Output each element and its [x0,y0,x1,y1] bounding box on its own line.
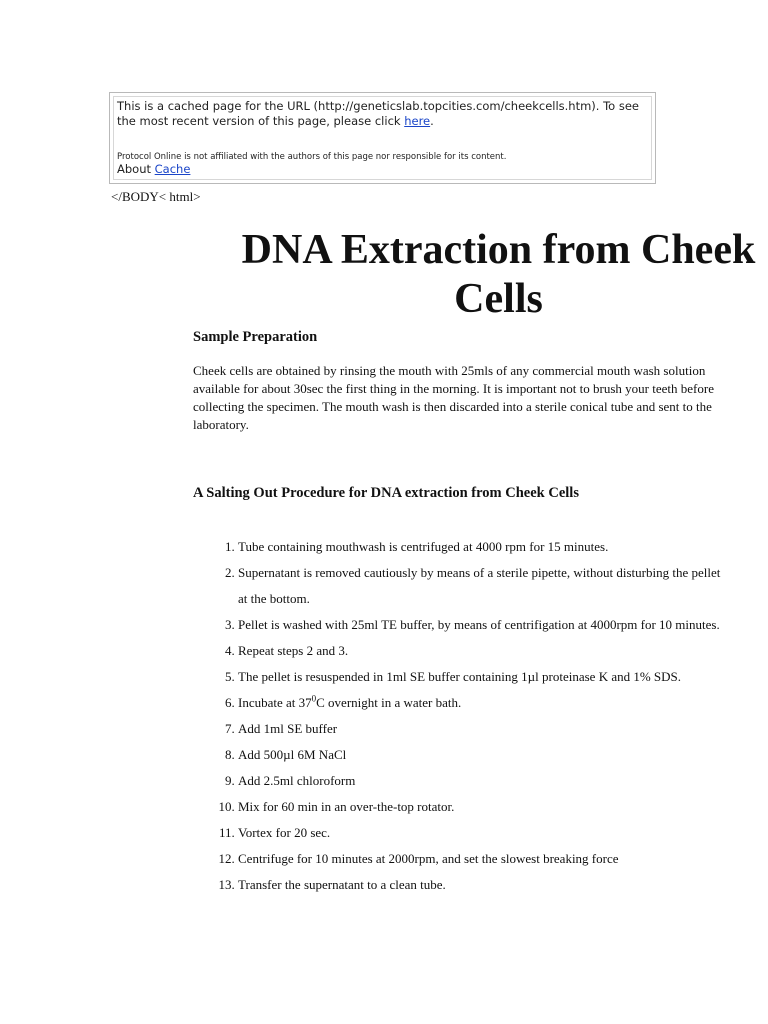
step-text: Centrifuge for 10 minutes at 2000rpm, and set the slowest breaking force [238,851,619,866]
step-item [238,664,768,690]
step-text: Transfer the supernatant to a clean tube. [238,877,446,892]
step-item [238,534,768,560]
step-text: Pellet is washed with 25ml TE buffer, by means of centrifigation at 4000rpm for 10 minutes. [238,617,720,632]
cache-link[interactable]: Cache [154,162,191,176]
cache-notice-text [117,99,648,129]
sample-preparation-paragraph [193,362,768,434]
step-item [238,872,768,898]
section-heading-salting-out: A Salting Out Procedure for DNA extraction from Cheek Cells [193,485,579,501]
cache-notice-text-before: This is a cached page for the URL (http://geneticslab.topcities.com/cheekcells.htm). To see the most recent version of this page, please click [117,99,640,128]
stray-html-tags: </BODY< html> [111,189,201,204]
document-title-line2: Cells [454,276,543,322]
about-label: About [117,162,155,176]
cache-notice-inner [113,96,652,180]
paragraph-line: collecting the specimen. The mouth wash is then discarded into a sterile conical tube and sent to the [193,399,712,414]
step-item [238,690,768,716]
step-text: Add 1ml SE buffer [238,721,338,736]
paragraph-line: laboratory. [193,417,249,432]
step-text-continuation: at the bottom. [238,591,310,606]
step-text: Tube containing mouthwash is centrifuged at 4000 rpm for 15 minutes. [238,539,609,554]
step-item [238,846,768,872]
section-heading-sample-preparation: Sample Preparation [193,329,318,345]
step-item [238,742,768,768]
step-item [238,612,768,638]
step-text-rest: C overnight in a water bath. [316,695,462,710]
about-cache-line [117,163,648,176]
step-text: Repeat steps 2 and 3. [238,643,349,658]
step-text: The pellet is resuspended in 1ml SE buffer containing 1µl proteinase K and 1% SDS. [238,669,682,684]
step-text: Vortex for 20 sec. [238,825,331,840]
cache-notice-text-after: . [430,114,434,128]
step-text: Supernatant is removed cautiously by means of a sterile pipette, without disturbing the pellet [238,565,721,580]
cache-disclaimer: Protocol Online is not affiliated with the authors of this page nor responsible for its content. [117,152,507,162]
cache-notice-box [109,92,656,184]
procedure-steps-list [193,534,768,898]
step-item [238,794,768,820]
paragraph-line: Cheek cells are obtained by rinsing the mouth with 25mls of any commercial mouth wash solution [193,363,706,378]
step-item [238,716,768,742]
step-item [238,768,768,794]
step-text: Add 500µl 6M NaCl [238,747,347,762]
step-text: Incubate at 37 [238,695,312,710]
step-item [238,820,768,846]
document-title-line1: DNA Extraction from Cheek [241,227,756,273]
step-item [238,560,768,612]
here-link[interactable]: here [404,114,431,128]
step-item [238,638,768,664]
step-text: Add 2.5ml chloroform [238,773,356,788]
paragraph-line: available for about 30sec the first thing in the morning. It is important not to brush your teeth before [193,381,714,396]
document-title [140,226,768,324]
step-text: Mix for 60 min in an over-the-top rotator. [238,799,455,814]
document-body [193,326,768,898]
degree-superscript: 0 [311,693,317,704]
